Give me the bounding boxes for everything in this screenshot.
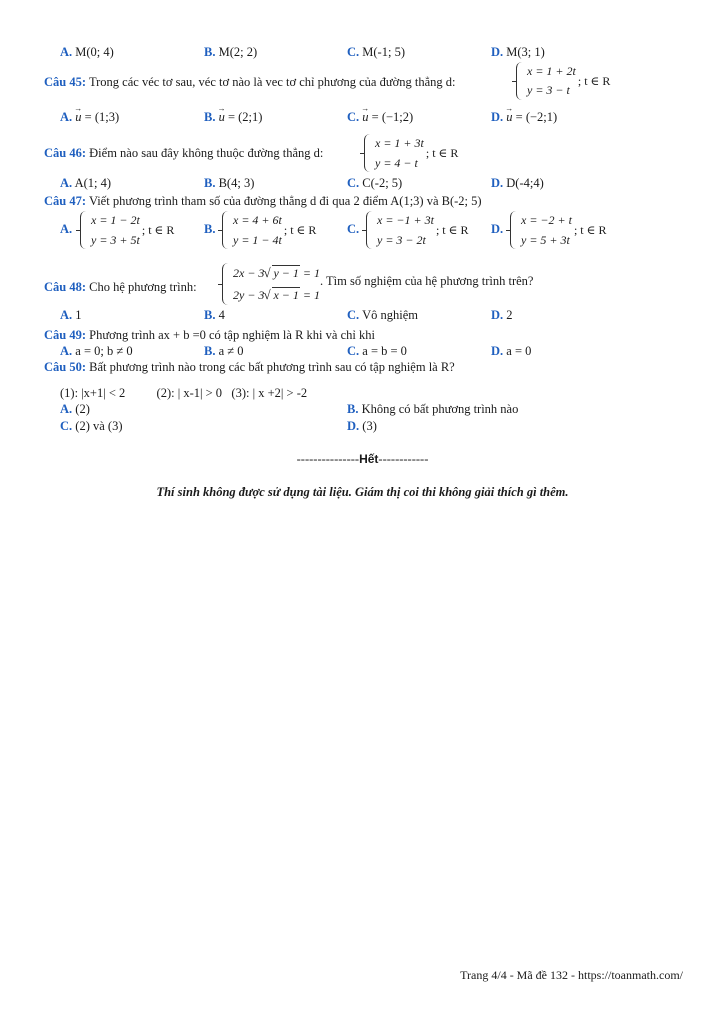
q46-option-b: B. B(4; 3) bbox=[204, 176, 255, 190]
q50-option-b: B. Không có bất phương trình nào bbox=[347, 402, 519, 416]
q44-option-b: B. M(2; 2) bbox=[204, 45, 258, 59]
q45-question: Câu 45: Trong các véc tơ sau, véc tơ nào là vec tơ chỉ phương của đường thẳng d: bbox=[44, 75, 456, 89]
q48-question: Câu 48: Cho hệ phương trình: bbox=[44, 280, 197, 294]
brace-symbol bbox=[222, 263, 229, 305]
q46-system: x = 1 + 3t y = 4 − t ; t ∈ R bbox=[364, 133, 458, 173]
q48-option-d: D. 2 bbox=[491, 308, 513, 322]
q48-question-tail: . Tìm số nghiệm của hệ phương trình trên? bbox=[320, 274, 534, 288]
q47-question: Câu 47: Viết phương trình tham số của đường thẳng d đi qua 2 điểm A(1;3) và B(-2; 5) bbox=[44, 194, 482, 208]
brace-symbol bbox=[516, 62, 523, 100]
q49-question: Câu 49: Phương trình ax + b =0 có tập nghiệm là R khi và chỉ khi bbox=[44, 328, 375, 342]
q49-option-c: C. a = b = 0 bbox=[347, 344, 407, 358]
q48-option-b: B. 4 bbox=[204, 308, 225, 322]
exam-footer-note: Thí sinh không được sử dụng tài liệu. Giám thị coi thi không giải thích gì thêm. bbox=[156, 485, 569, 499]
q47-option-c-label: C. bbox=[347, 222, 360, 236]
q48-option-c: C. Vô nghiệm bbox=[347, 308, 418, 322]
brace-symbol bbox=[80, 211, 87, 249]
q50-option-d: D. (3) bbox=[347, 419, 377, 433]
brace-symbol bbox=[364, 134, 371, 172]
q50-question: Câu 50: Bất phương trình nào trong các bất phương trình sau có tập nghiệm là R? bbox=[44, 360, 455, 374]
q47-option-c-system: x = −1 + 3t y = 3 − 2t ; t ∈ R bbox=[366, 210, 469, 250]
q47-option-d-label: D. bbox=[491, 222, 504, 236]
page-footer: Trang 4/4 - Mã đề 132 - https://toanmath.com/ bbox=[460, 968, 683, 982]
q49-option-d: D. a = 0 bbox=[491, 344, 532, 358]
q48-option-a: A. 1 bbox=[60, 308, 82, 322]
q44-option-c: C. M(-1; 5) bbox=[347, 45, 405, 59]
brace-symbol bbox=[222, 211, 229, 249]
q45-option-b: B. → u = (2;1) bbox=[204, 110, 262, 125]
q47-option-b-label: B. bbox=[204, 222, 216, 236]
q44-option-d: D. M(3; 1) bbox=[491, 45, 545, 59]
q47-option-b-system: x = 4 + 6t y = 1 − 4t ; t ∈ R bbox=[222, 210, 316, 250]
brace-symbol bbox=[366, 211, 373, 249]
q46-option-a: A. A(1; 4) bbox=[60, 176, 112, 190]
q45-option-a: A. → u = (1;3) bbox=[60, 110, 119, 125]
q47-option-a-label: A. bbox=[60, 222, 73, 236]
q48-system: 2x − 3√ y − 1 = 1 2y − 3√ x − 1 = 1 bbox=[222, 262, 320, 306]
q46-question: Câu 46: Điểm nào sau đây không thuộc đường thẳng d: bbox=[44, 146, 324, 160]
q46-option-d: D. D(-4;4) bbox=[491, 176, 544, 190]
q50-inequalities: (1): |x+1| < 2 (2): | x-1| > 0 (3): | x +2| > -2 bbox=[60, 386, 308, 400]
q45-option-c: C. → u = (−1;2) bbox=[347, 110, 413, 125]
q45-system: x = 1 + 2t y = 3 − t ; t ∈ R bbox=[516, 62, 610, 100]
brace-symbol bbox=[510, 211, 517, 249]
end-marker: ---------------Hết------------ bbox=[296, 452, 429, 466]
q50-option-a: A. (2) bbox=[60, 402, 90, 416]
q50-option-c: C. (2) và (3) bbox=[60, 419, 123, 433]
q45-option-d: D. → u = (−2;1) bbox=[491, 110, 557, 125]
q49-option-a: A. a = 0; b ≠ 0 bbox=[60, 344, 133, 358]
q46-option-c: C. C(-2; 5) bbox=[347, 176, 403, 190]
q47-option-d-system: x = −2 + t y = 5 + 3t ; t ∈ R bbox=[510, 210, 607, 250]
q47-option-a-system: x = 1 − 2t y = 3 + 5t ; t ∈ R bbox=[80, 210, 174, 250]
q49-option-b: B. a ≠ 0 bbox=[204, 344, 244, 358]
q44-option-a: A. M(0; 4) bbox=[60, 45, 114, 59]
